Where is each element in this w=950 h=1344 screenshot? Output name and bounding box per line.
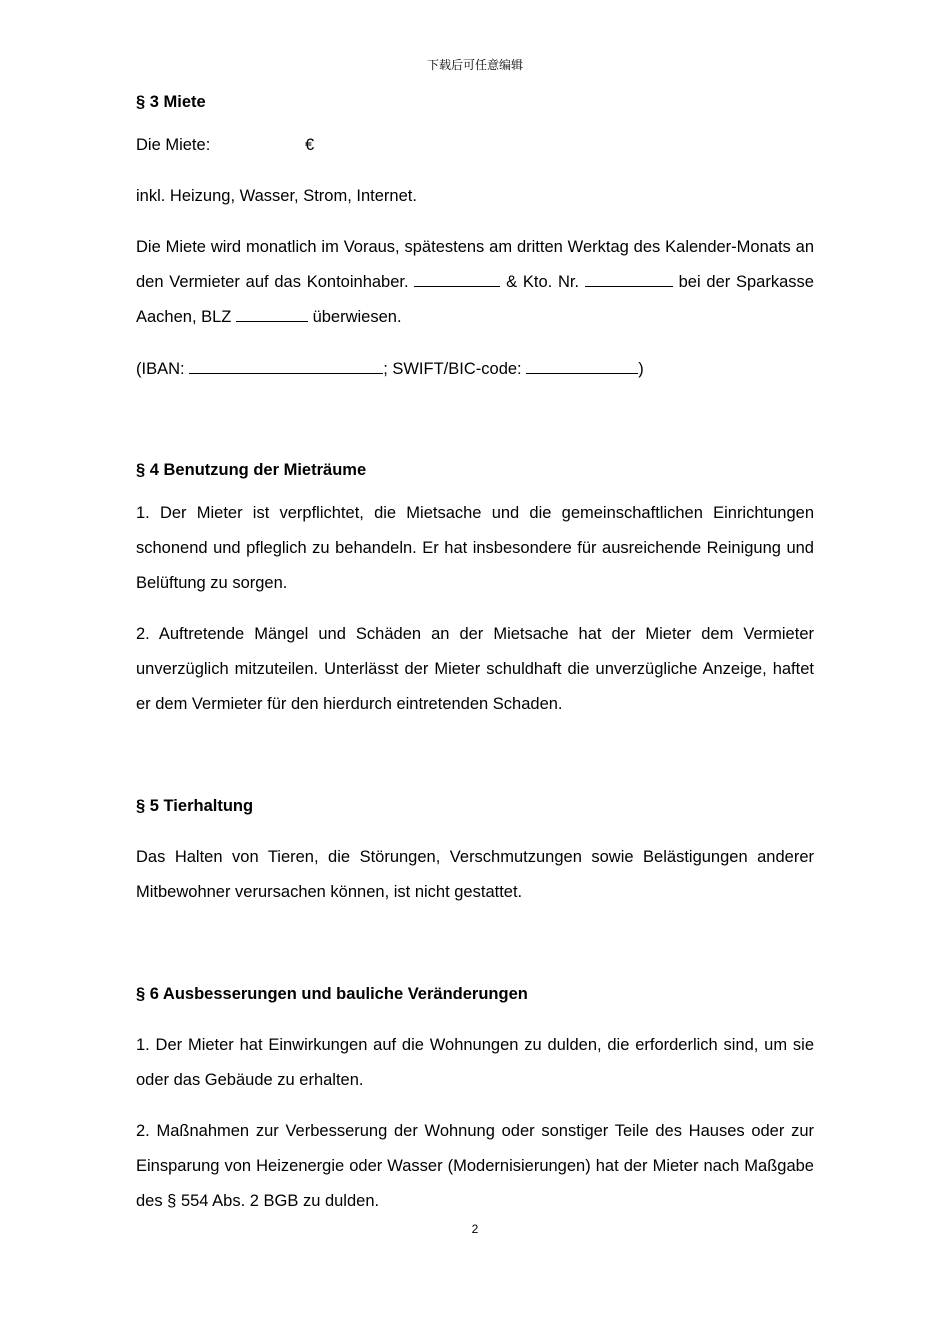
- iban-close: ): [638, 360, 644, 378]
- swift-blank[interactable]: [526, 359, 638, 374]
- section6-heading: § 6 Ausbesserungen und bauliche Veränderungen: [136, 985, 528, 1003]
- section5-heading: § 5 Tierhaltung: [136, 797, 254, 815]
- section4-item2: 2. Auftretende Mängel und Schäden an der Mietsache hat der Mieter dem Vermieter unverzüglich mitzuteilen. Unterlässt der Mieter schuldhaft die unverzügliche Anzeige, haftet er dem Vermieter für den hierdurch eintretenden Schaden.: [136, 625, 814, 713]
- rent-line: [136, 136, 814, 155]
- section4-heading: § 4 Benutzung der Mieträume: [136, 461, 367, 479]
- payment-text-4: überwiesen.: [312, 308, 402, 326]
- section6-item2: 2. Maßnahmen zur Verbesserung der Wohnung oder sonstiger Teile des Hauses oder zur Einsparung von Heizenergie oder Wasser (Modernisierungen) hat der Mieter nach Maßgabe des § 554 Abs. 2 BGB zu dulden.: [136, 1122, 814, 1210]
- page-number: 2: [471, 1222, 479, 1236]
- currency-symbol: €: [305, 136, 315, 154]
- swift-label: ; SWIFT/BIC-code:: [383, 360, 522, 378]
- payment-paragraph: [136, 230, 814, 335]
- section5-text: Das Halten von Tieren, die Störungen, Verschmutzungen sowie Belästigungen anderer Mitbewohner verursachen können, ist nicht gestattet.: [136, 848, 814, 901]
- section3-heading: § 3 Miete: [136, 93, 206, 111]
- iban-blank[interactable]: [189, 359, 383, 374]
- included-services: inkl. Heizung, Wasser, Strom, Internet.: [136, 187, 417, 205]
- page-header: 下载后可任意编辑: [426, 58, 523, 72]
- section6-item1: 1. Der Mieter hat Einwirkungen auf die Wohnungen zu dulden, die erforderlich sind, um sie oder das Gebäude zu erhalten.: [136, 1036, 814, 1089]
- blz-blank[interactable]: [236, 307, 308, 322]
- payment-text-1: Die Miete wird monatlich im Voraus, spätestens am dritten Werktag des Kalender-Monats an den Vermieter auf das Kontoinhaber.: [136, 238, 814, 291]
- account-number-blank[interactable]: [585, 272, 673, 287]
- iban-label: (IBAN:: [136, 360, 185, 378]
- account-holder-blank[interactable]: [414, 272, 500, 287]
- rent-label: Die Miete:: [136, 136, 211, 154]
- section4-item1: 1. Der Mieter ist verpflichtet, die Mietsache und die gemeinschaftlichen Einrichtungen schonend und pfleglich zu behandeln. Er hat insbesondere für ausreichende Reinigung und Belüftung zu sorgen.: [136, 504, 814, 592]
- iban-line: [136, 359, 814, 379]
- payment-text-3: bei der Sparkasse Aachen, BLZ: [136, 273, 814, 326]
- payment-text-2: & Kto. Nr.: [506, 273, 580, 291]
